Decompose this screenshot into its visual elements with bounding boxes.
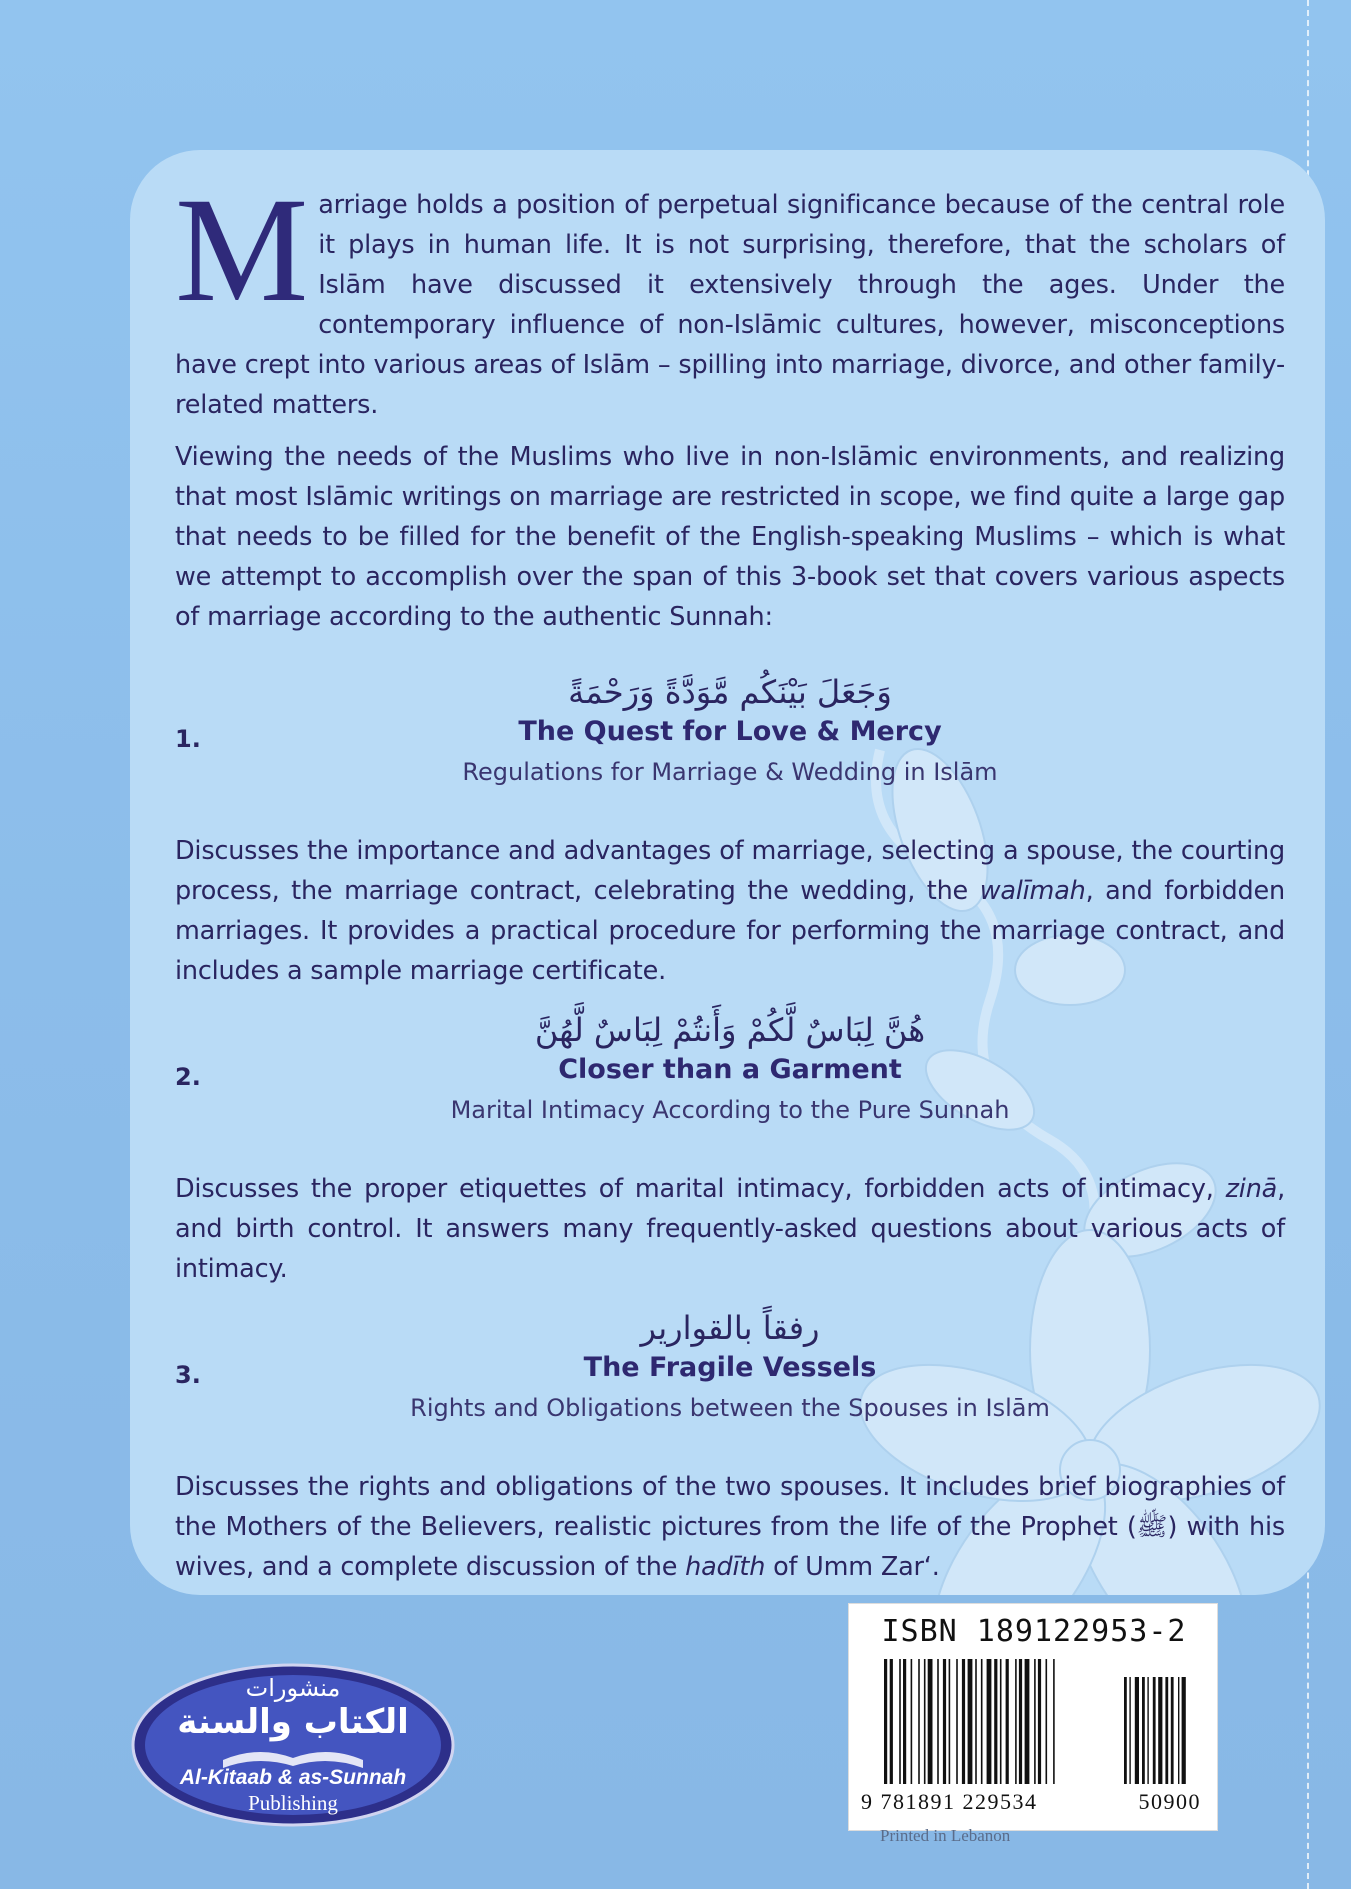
book-1-desc-a: Discusses the importance and advantages of marriage, selecting a spouse, the courting process, the marriage contract, celebrating the wedding, the [175, 836, 1285, 906]
logo-arabic-main: الكتاب والسنة [177, 1702, 409, 1742]
barcode-bars-icon [884, 1659, 1196, 1784]
logo-publishing: Publishing [248, 1791, 338, 1815]
book-1-description [175, 831, 1285, 991]
isbn-text: ISBN 189122953-2 [881, 1614, 1187, 1649]
book-2-description [175, 1169, 1285, 1289]
book-1-number: 1. [175, 725, 201, 753]
ean-main-digits: 9 781891 229534 [861, 1789, 1038, 1814]
book-3-desc-a: Discusses the rights and obligations of the two spouses. It includes brief biographies of the Mothers of the Believers, realistic pictures from the life of the Prophet (ﷺ) with his wives, and a complete discussion of the [175, 1472, 1285, 1582]
book-3-title: The Fragile Vessels [583, 1352, 877, 1383]
drop-cap: M [175, 167, 309, 333]
book-2-arabic: هُنَّ لِبَاسٌ لَّكُمْ وَأَنتُمْ لِبَاسٌ لَّهُنَّ [534, 1011, 926, 1049]
content-column [175, 167, 1285, 1587]
book-2-desc-b: , and birth control. It answers many frequently-asked questions about various acts of intimacy. [175, 1174, 1285, 1284]
book-1-desc-em: walīmah [979, 876, 1086, 906]
printed-in-label: Printed in Lebanon [880, 1826, 1011, 1845]
book-3-heading [175, 1309, 1285, 1439]
book-2-desc-em: zinā [1225, 1174, 1278, 1204]
intro-paragraph-2: Viewing the needs of the Muslims who live in non-Islāmic environments, and realizing that most Islāmic writings on marriage are restricted in scope, we find quite a large gap that needs to be filled for the benefit of the English-speaking Muslims – which is what we attempt to accomplish over the span of this 3-book set that covers various aspects of marriage according to the authentic Sunnah: [175, 442, 1285, 632]
book-1-desc-b: , and forbidden marriages. It provides a practical procedure for performing the marriage contract, and includes a sample marriage certificate. [175, 876, 1285, 986]
book-3-number: 3. [175, 1361, 201, 1389]
book-2-number: 2. [175, 1063, 201, 1091]
barcode-box [848, 1603, 1218, 1831]
logo-english-name: Al-Kitaab & as-Sunnah [179, 1766, 407, 1789]
book-3-desc-em: hadīth [685, 1552, 766, 1582]
intro-text-1: arriage holds a position of perpetual significance because of the central role it plays in human life. It is not surprising, therefore, that the scholars of Islām have discussed it extensively through the ages. Under the contemporary influence of non-Islāmic cultures, however, misconceptions have crept into various areas of Islām – spilling into marriage, divorce, and other family-related matters. [175, 190, 1285, 420]
book-2-heading [175, 1011, 1285, 1141]
intro-paragraph-1 [175, 167, 1285, 425]
publisher-logo [128, 1660, 458, 1830]
book-3-desc-b: of Umm Zar‘. [765, 1552, 940, 1582]
book-2-subtitle: Marital Intimacy According to the Pure Sunnah [450, 1096, 1010, 1124]
book-3-arabic: رفقاً بالقوارير [640, 1309, 820, 1347]
book-2-title: Closer than a Garment [558, 1054, 902, 1085]
book-3-subtitle: Rights and Obligations between the Spouses in Islām [410, 1394, 1050, 1422]
ean-addon-digits: 50900 [1138, 1789, 1201, 1814]
book-1-subtitle: Regulations for Marriage & Wedding in Islām [462, 758, 998, 786]
book-1-arabic: وَجَعَلَ بَيْنَكُم مَّوَدَّةً وَرَحْمَةً [568, 673, 892, 711]
book-2-desc-a: Discusses the proper etiquettes of marital intimacy, forbidden acts of intimacy, [175, 1174, 1226, 1204]
logo-arabic-top: منشورات [245, 1674, 341, 1702]
book-1-title: The Quest for Love & Mercy [518, 716, 942, 747]
book-3-description [175, 1467, 1285, 1587]
book-1-heading [175, 673, 1285, 803]
